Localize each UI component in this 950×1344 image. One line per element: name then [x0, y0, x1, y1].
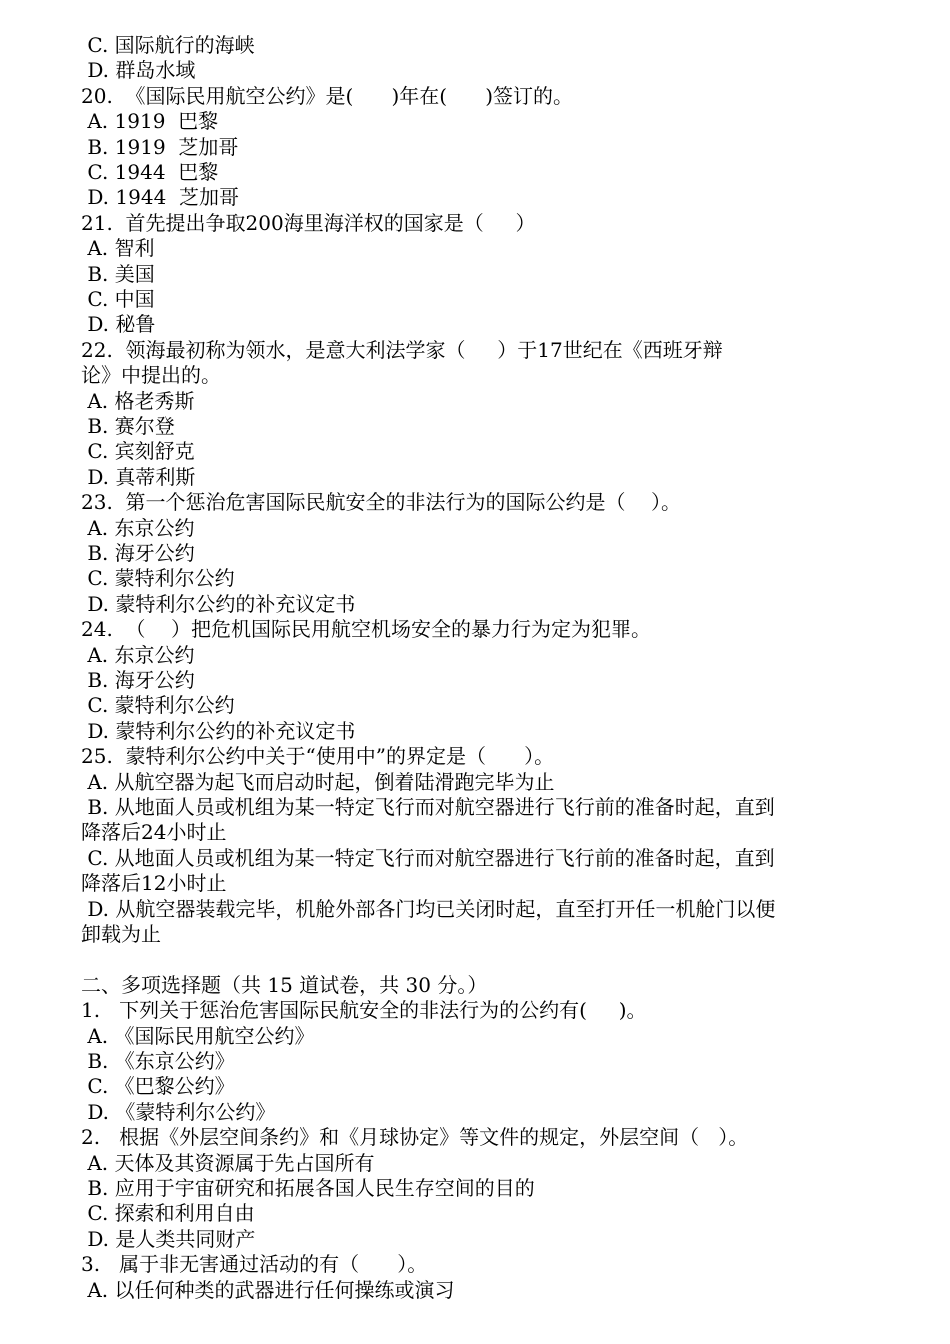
answer-option: A. 格老秀斯 [81, 388, 195, 413]
answer-option: A. 智利 [81, 236, 155, 261]
answer-option: B. 《东京公约》 [81, 1049, 235, 1073]
answer-option: D. 是人类共同财产 [81, 1226, 256, 1251]
answer-option: C. 蒙特利尔公约 [81, 693, 235, 718]
question-text: 2. 根据《外层空间条约》和《月球协定》等文件的规定，外层空间（ ）。 [81, 1125, 749, 1150]
question-text: 21. 首先提出争取200海里海洋权的国家是（ ） [81, 210, 536, 235]
answer-option: C. 蒙特利尔公约 [81, 566, 235, 591]
answer-option: C. 从地面人员或机组为某一特定飞行而对航空器进行飞行前的准备时起，直到 [81, 845, 775, 870]
answer-option: A. 以任何种类的武器进行任何操练或演习 [81, 1277, 455, 1302]
answer-option: B. 海牙公约 [81, 541, 195, 565]
question-text: 降落后24小时止 [81, 820, 227, 845]
question-text: 论》中提出的。 [81, 363, 221, 388]
answer-option: A. 《国际民用航空公约》 [81, 1023, 315, 1048]
answer-option: B. 美国 [81, 261, 155, 286]
answer-option: D. 蒙特利尔公约的补充议定书 [81, 591, 356, 616]
answer-option: A. 东京公约 [81, 642, 195, 667]
question-text: 20. 《国际民用航空公约》是( )年在( )签订的。 [81, 83, 574, 108]
answer-option: A. 东京公约 [81, 515, 195, 540]
answer-option: C. 国际航行的海峡 [81, 33, 255, 57]
answer-option: C. 《巴黎公约》 [81, 1074, 235, 1099]
answer-option: A. 天体及其资源属于先占国所有 [81, 1150, 375, 1175]
question-text: 1. 下列关于惩治危害国际民航安全的非法行为的公约有( )。 [81, 998, 647, 1023]
blank-line [81, 947, 881, 972]
question-text: 24. （ ）把危机国际民用航空机场安全的暴力行为定为犯罪。 [81, 617, 651, 642]
question-text: 22. 领海最初称为领水，是意大利法学家（ ）于17世纪在《西班牙辩 [81, 337, 723, 362]
answer-option: C. 宾刻舒克 [81, 439, 195, 464]
answer-option: A. 从航空器为起飞而启动时起，倒着陆滑跑完毕为止 [81, 769, 555, 794]
answer-option: B. 1919 芝加哥 [81, 134, 239, 159]
answer-option: B. 从地面人员或机组为某一特定飞行而对航空器进行飞行前的准备时起，直到 [81, 795, 775, 819]
answer-option: B. 赛尔登 [81, 414, 175, 438]
answer-option: C. 中国 [81, 287, 155, 311]
answer-option: D. 《蒙特利尔公约》 [81, 1099, 276, 1124]
answer-option: D. 蒙特利尔公约的补充议定书 [81, 718, 356, 743]
answer-option: D. 群岛水域 [81, 58, 196, 83]
question-text: 3. 属于非无害通过活动的有（ ）。 [81, 1252, 428, 1277]
answer-option: C. 探索和利用自由 [81, 1201, 255, 1226]
answer-option: C. 1944 巴黎 [81, 160, 219, 184]
answer-option: D. 秘鲁 [81, 312, 156, 337]
answer-option: B. 应用于宇宙研究和拓展各国人民生存空间的目的 [81, 1176, 535, 1200]
answer-option: A. 1919 巴黎 [81, 109, 219, 134]
section-heading: 二、多项选择题（共 15 道试卷，共 30 分。） [81, 972, 488, 997]
answer-option: B. 海牙公约 [81, 668, 195, 692]
question-text: 25. 蒙特利尔公约中关于“使用中”的界定是（ ）。 [81, 744, 555, 769]
question-text: 降落后12小时止 [81, 871, 227, 896]
answer-option: D. 1944 芝加哥 [81, 185, 240, 210]
question-text: 23. 第一个惩治危害国际民航安全的非法行为的国际公约是（ ）。 [81, 490, 681, 515]
answer-option: D. 从航空器装载完毕，机舱外部各门均已关闭时起，直至打开任一机舱门以便 [81, 896, 776, 921]
answer-option: D. 真蒂利斯 [81, 464, 196, 489]
question-text: 卸载为止 [81, 922, 161, 946]
